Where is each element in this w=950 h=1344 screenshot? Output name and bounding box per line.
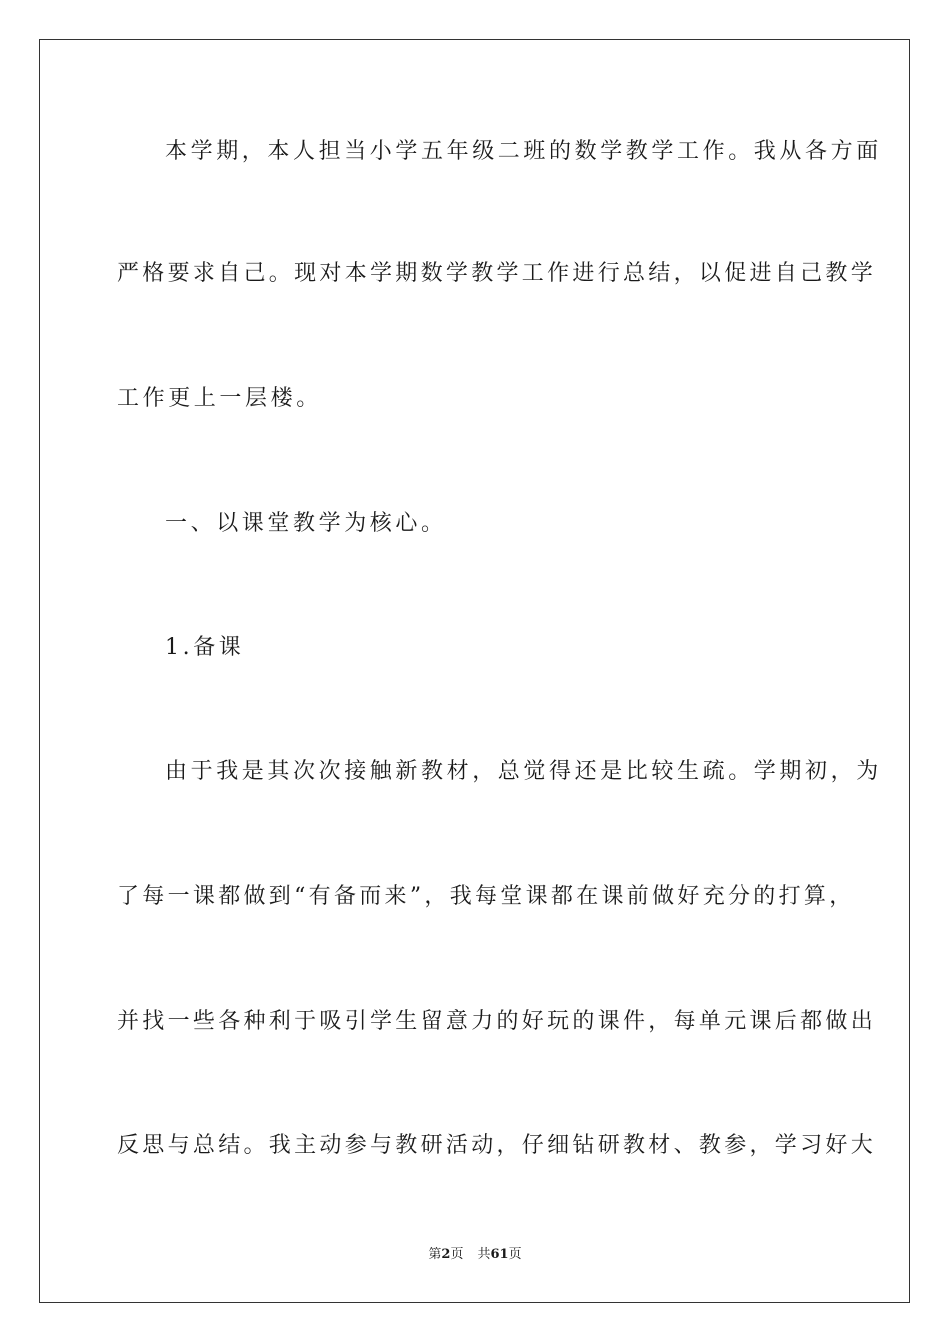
footer-page-prefix: 第 [428,1247,442,1262]
footer-page-suffix: 页 [450,1247,464,1262]
paragraph-line-1: 本学期，本人担当小学五年级二班的数学教学工作。我从各方面 [165,139,882,164]
page-footer [0,1246,950,1264]
page-border [39,39,910,1303]
footer-total-suffix: 页 [508,1247,522,1262]
section-heading: 一、以课堂教学为核心。 [165,511,447,536]
subsection-heading: 1.备课 [165,635,245,660]
paragraph-line-8: 并找一些各种利于吸引学生留意力的好玩的课件，每单元课后都做出 [117,1009,877,1034]
paragraph-line-7: 了每一课都做到“有备而来”，我每堂课都在课前做好充分的打算， [117,884,855,909]
paragraph-line-3: 工作更上一层楼。 [117,386,322,411]
paragraph-line-9: 反思与总结。我主动参与教研活动，仔细钻研教材、教参，学习好大 [117,1133,877,1158]
paragraph-line-6: 由于我是其次次接触新教材，总觉得还是比较生疏。学期初，为 [165,759,882,784]
footer-total-prefix: 共 [477,1247,491,1262]
footer-total-number: 61 [490,1247,509,1262]
paragraph-line-2: 严格要求自己。现对本学期数学教学工作进行总结，以促进自己教学 [117,261,877,286]
footer-page-number: 2 [441,1247,451,1262]
